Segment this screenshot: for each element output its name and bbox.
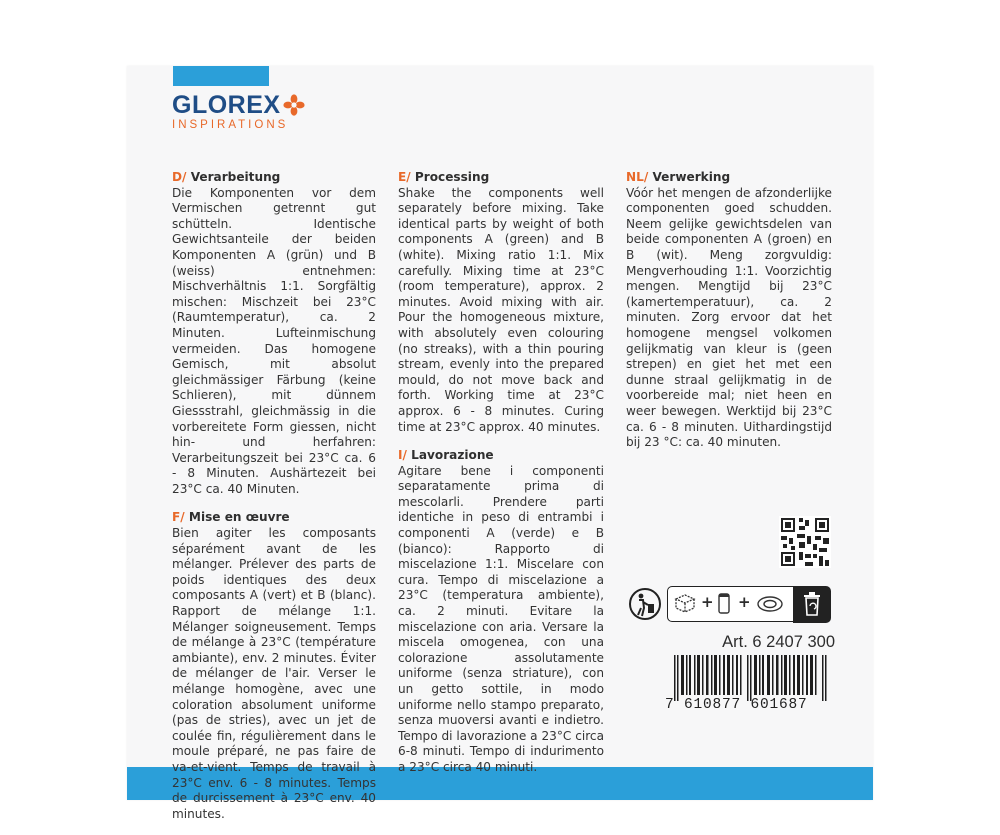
article-number: Art. 6 2407 300 <box>722 633 835 651</box>
section-heading-en <box>398 170 604 186</box>
brand-logo <box>172 92 312 132</box>
section-body-nl: Vóór het mengen de afzonderlijke componenten goed schudden. Neem gelijke gewichtsdelen van beide componenten A (groen) en B (wit). Meng zorgvuldig: Mengverhouding 1:1. Voorzichtig mengen. Mengtijd bij 23°C (kamertemperatuur), ca. 2 minuten. Zorg ervoor dat het homogene mengsel volkomen gelijkmatig van kleur is (geen strepen) en giet het met een dunne straal gelijkmatig in de voorbereide mal; niet heen en weer bewegen. Werktijd bij 23°C ca. 6 - 8 minuten. Uithardingstijd bij 23 °C: ca. 40 minuten. <box>626 185 832 450</box>
bin-container <box>793 586 831 623</box>
section-heading-nl <box>626 170 832 186</box>
barcode-number: 7 610877 601687 <box>665 697 808 713</box>
lang-prefix: E/ <box>398 170 411 184</box>
section-en <box>398 170 604 435</box>
brand-tagline: INSPIRATIONS <box>172 119 289 131</box>
lang-prefix: D/ <box>172 170 187 184</box>
column-middle <box>398 170 604 789</box>
section-body-fr: Bien agiter les composants séparément avant de les mélanger. Prélever des parts de poids identiques des deux composants A (vert) et B (blanc). Rapport de mélange 1:1. Mélanger soigneusement. Temps de mélange à 23°C (température ambiante), env. 2 minutes. Éviter de mélanger de l'air. Verser le mélange homogène, avec une coloration absolument uniforme (pas de stries), avec un jet de coulée fin, régulièrement dans le moule préparé, ne pas faire de va-et-vient. Temps de travail à 23°C env. 6 - 8 minutes. Temps de durcissement à 23°C env. 40 minutes. <box>172 526 376 821</box>
section-de <box>172 170 376 497</box>
qr-code-icon <box>779 516 831 568</box>
section-it <box>398 448 604 775</box>
column-left <box>172 170 376 835</box>
plus-icon: + <box>738 593 751 611</box>
lang-prefix: I/ <box>398 448 407 463</box>
section-fr <box>172 510 376 822</box>
section-title: Verwerking <box>652 170 731 184</box>
recycling-info <box>627 585 832 625</box>
packaging-parts-box <box>667 586 802 622</box>
lang-prefix: NL/ <box>626 170 649 184</box>
section-body-en: Shake the components well separately before mixing. Take identical parts by weight of both components A (green) and B (white). Mixing ratio 1:1. Mix carefully. Mixing time at 23°C (room temperature), approx. 2 minutes. Avoid mixing with air. Pour the homogeneous mixture, with absolutely even colouring (no streaks), with a thin pouring stream, evenly into the prepared mould, do not move back and forth. Working time at 23°C approx. 6 - 8 minutes. Curing time at 23°C approx. 40 minutes. <box>398 185 604 434</box>
plus-icon: + <box>701 593 714 611</box>
brand-name: GLOREX <box>172 91 281 119</box>
section-body-de: Die Komponenten vor dem Vermischen getrennt gut schütteln. Identische Gewichtsanteile der beiden Komponenten A (grün) und B (weiss) entnehmen: Mischverhältnis 1:1. Sorgfältig mischen: Mischzeit bei 23°C (Raumtemperatur), ca. 2 Minuten. Lufteinmischung vermeiden. Das homogene Gemisch, mit absolut gleichmässiger Färbung (keine Schlieren), mit dünnem Giessstrahl, gleichmässig in die vorbereitete Form giessen, nicht hin- und herfahren: Verarbeitungszeit bei 23°C ca. 6 - 8 Minuten. Aushärtezeit bei 23°C ca. 40 Minuten. <box>172 185 376 496</box>
section-nl <box>626 170 832 451</box>
section-title: Processing <box>414 170 490 184</box>
section-heading-it <box>398 448 604 464</box>
flower-logo-icon <box>283 94 305 116</box>
section-heading-de <box>172 170 376 186</box>
section-title: Verarbeitung <box>190 170 281 184</box>
bin-icon <box>803 592 821 616</box>
top-accent-bar <box>173 66 269 86</box>
lid-icon <box>756 594 784 614</box>
column-right <box>626 170 832 464</box>
lang-prefix: F/ <box>172 510 185 525</box>
section-heading-fr <box>172 510 376 526</box>
recycle-person-icon <box>627 587 663 621</box>
box-icon <box>674 593 696 613</box>
section-body-it: Agitare bene i componenti separatamente prima di mescolarli. Prendere parti identiche in peso di entrambi i componenti A (verde) e B (bianco): Rapporto di miscelazione 1:1. Miscelare con cura. Tempo di miscelazione a 23°C (temperatura ambiente), ca. 2 minuti. Evitare la miscelazione con aria. Versare la miscela omogenea, con una colorazione assolutamente uniforme (senza striature), con un getto sottile, in modo uniforme nello stampo preparato, senza muoversi avanti e indietro. Tempo di lavorazione a 23°C circa 6-8 minuti. Tempo di indurimento a 23°C circa 40 minuti. <box>398 463 604 774</box>
barcode-icon <box>668 655 832 703</box>
section-title: Mise en œuvre <box>188 510 290 525</box>
cup-icon <box>717 592 731 615</box>
section-title: Lavorazione <box>411 448 494 463</box>
